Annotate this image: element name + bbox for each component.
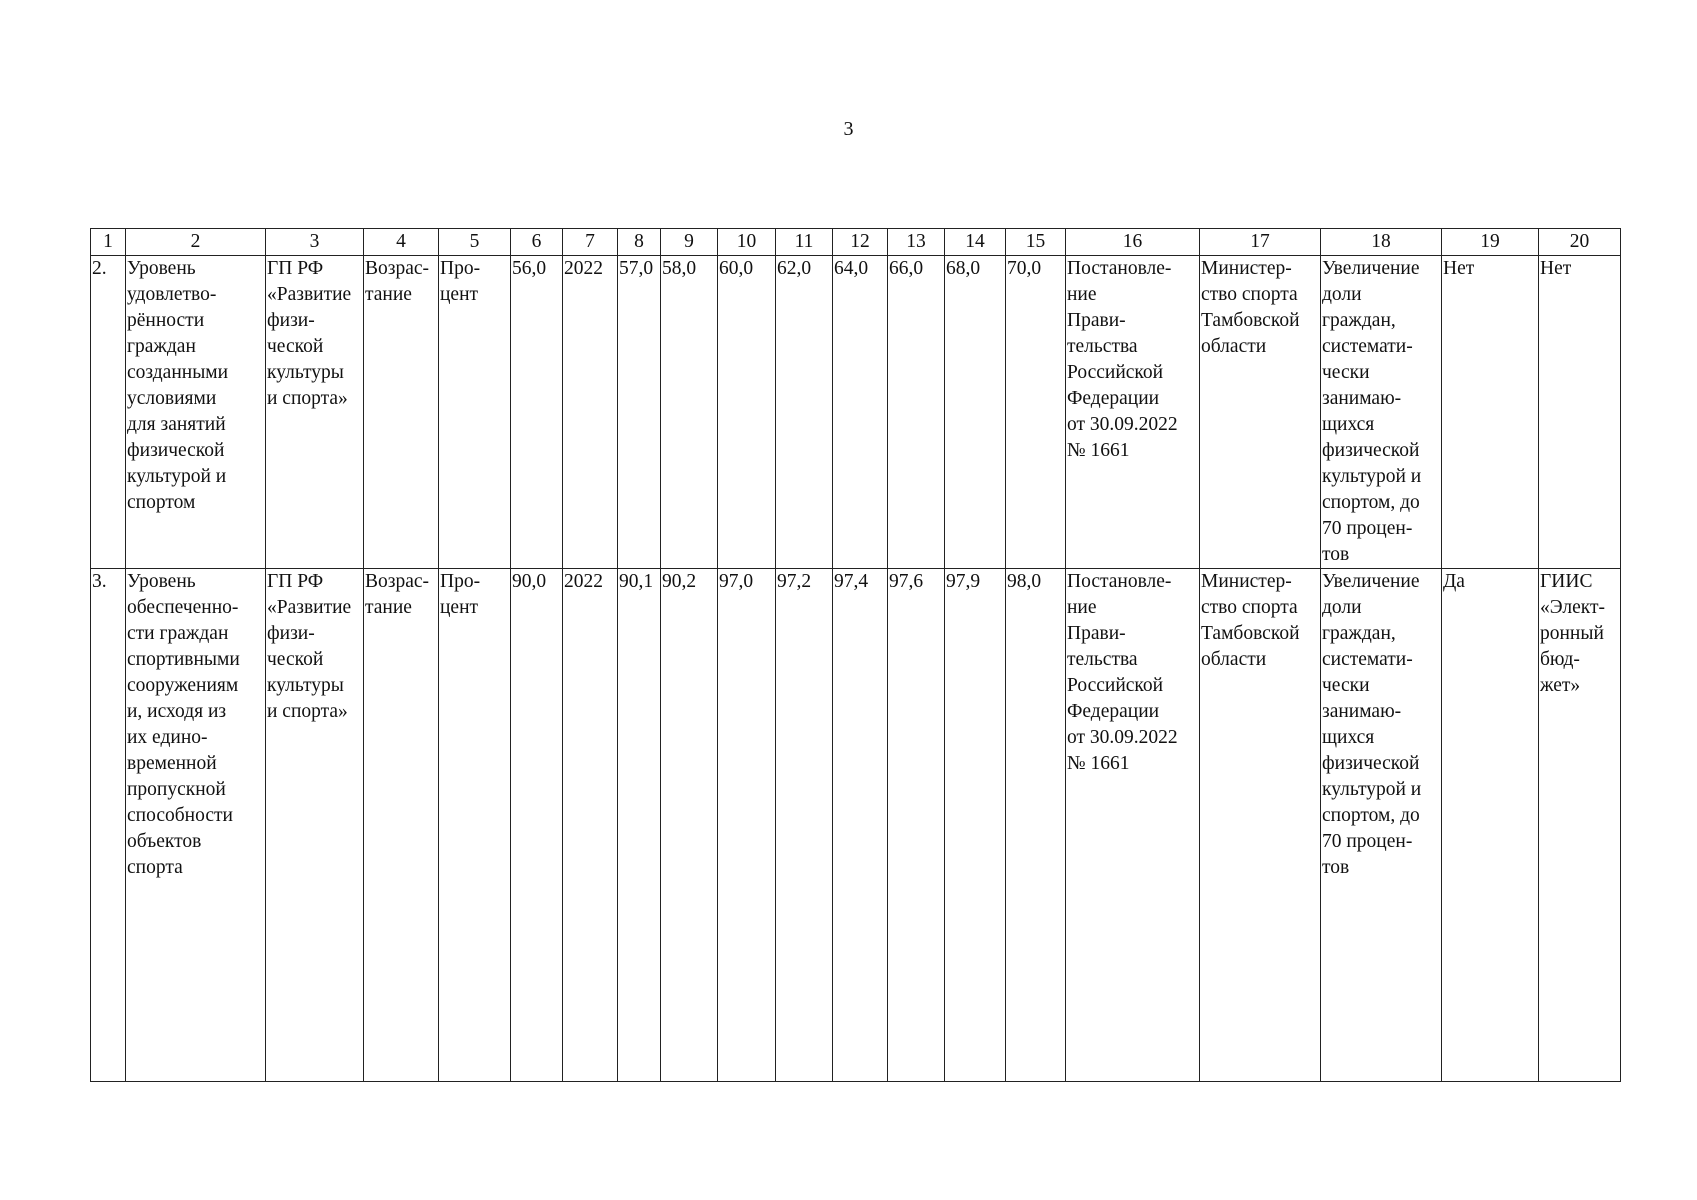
row-number-cell: 2. xyxy=(91,256,126,569)
page-number: 3 xyxy=(843,118,854,140)
value-cell: 68,0 xyxy=(945,256,1006,569)
header-cell: 8 xyxy=(618,229,661,256)
goal-link-cell: Увеличение доли граждан, системати- чески занимаю- щихся физической культурой и спортом, до 70 процен- тов xyxy=(1321,256,1442,569)
header-cell: 10 xyxy=(718,229,776,256)
value-cell: 97,9 xyxy=(945,569,1006,1082)
header-cell: 5 xyxy=(439,229,511,256)
header-cell: 20 xyxy=(1539,229,1621,256)
document-cell: Постановле- ние Прави- тельства Российской Федерации от 30.09.2022 № 1661 xyxy=(1066,569,1200,1082)
program-cell: ГП РФ «Развитие физи- ческой культуры и спорта» xyxy=(266,569,364,1082)
indicators-table xyxy=(90,228,1621,1082)
value-cell: 97,2 xyxy=(776,569,833,1082)
value-cell: 57,0 xyxy=(618,256,661,569)
base-year-cell: 2022 xyxy=(563,569,618,1082)
header-cell: 4 xyxy=(364,229,439,256)
goal-link-cell: Увеличение доли граждан, системати- чески занимаю- щихся физической культурой и спортом, до 70 процен- тов xyxy=(1321,569,1442,1082)
value-cell: 90,1 xyxy=(618,569,661,1082)
document-cell: Постановле- ние Прави- тельства Российской Федерации от 30.09.2022 № 1661 xyxy=(1066,256,1200,569)
value-cell: 97,6 xyxy=(888,569,945,1082)
header-cell: 3 xyxy=(266,229,364,256)
indicator-name-cell: Уровень удовлетво- рённости граждан созданными условиями для занятий физической культурой и спортом xyxy=(126,256,266,569)
header-cell: 18 xyxy=(1321,229,1442,256)
header-row xyxy=(91,229,1621,256)
base-value-cell: 90,0 xyxy=(511,569,563,1082)
value-cell: 58,0 xyxy=(661,256,718,569)
info-system-cell: Нет xyxy=(1539,256,1621,569)
program-cell: ГП РФ «Развитие физи- ческой культуры и спорта» xyxy=(266,256,364,569)
table-row xyxy=(91,256,1621,569)
value-cell: 70,0 xyxy=(1006,256,1066,569)
header-cell: 17 xyxy=(1200,229,1321,256)
trend-cell: Возрас- тание xyxy=(364,569,439,1082)
header-cell: 1 xyxy=(91,229,126,256)
header-cell: 14 xyxy=(945,229,1006,256)
header-cell: 12 xyxy=(833,229,888,256)
header-cell: 2 xyxy=(126,229,266,256)
value-cell: 97,0 xyxy=(718,569,776,1082)
header-cell: 9 xyxy=(661,229,718,256)
unit-cell: Про- цент xyxy=(439,569,511,1082)
value-cell: 98,0 xyxy=(1006,569,1066,1082)
responsible-cell: Министер- ство спорта Тамбовской области xyxy=(1200,569,1321,1082)
value-cell: 90,2 xyxy=(661,569,718,1082)
indicator-name-cell: Уровень обеспеченно- сти граждан спортивными сооружениям и, исходя из их едино- временной пропускной способности объектов спорта xyxy=(126,569,266,1082)
value-cell: 97,4 xyxy=(833,569,888,1082)
table-row xyxy=(91,569,1621,1082)
value-cell: 66,0 xyxy=(888,256,945,569)
unit-cell: Про- цент xyxy=(439,256,511,569)
responsible-cell: Министер- ство спорта Тамбовской области xyxy=(1200,256,1321,569)
value-cell: 62,0 xyxy=(776,256,833,569)
trend-cell: Возрас- тание xyxy=(364,256,439,569)
header-cell: 19 xyxy=(1442,229,1539,256)
base-value-cell: 56,0 xyxy=(511,256,563,569)
value-cell: 60,0 xyxy=(718,256,776,569)
flag-cell: Нет xyxy=(1442,256,1539,569)
flag-cell: Да xyxy=(1442,569,1539,1082)
header-cell: 16 xyxy=(1066,229,1200,256)
base-year-cell: 2022 xyxy=(563,256,618,569)
header-cell: 13 xyxy=(888,229,945,256)
header-cell: 15 xyxy=(1006,229,1066,256)
info-system-cell: ГИИС «Элект- ронный бюд- жет» xyxy=(1539,569,1621,1082)
header-cell: 7 xyxy=(563,229,618,256)
value-cell: 64,0 xyxy=(833,256,888,569)
header-cell: 11 xyxy=(776,229,833,256)
header-cell: 6 xyxy=(511,229,563,256)
row-number-cell: 3. xyxy=(91,569,126,1082)
